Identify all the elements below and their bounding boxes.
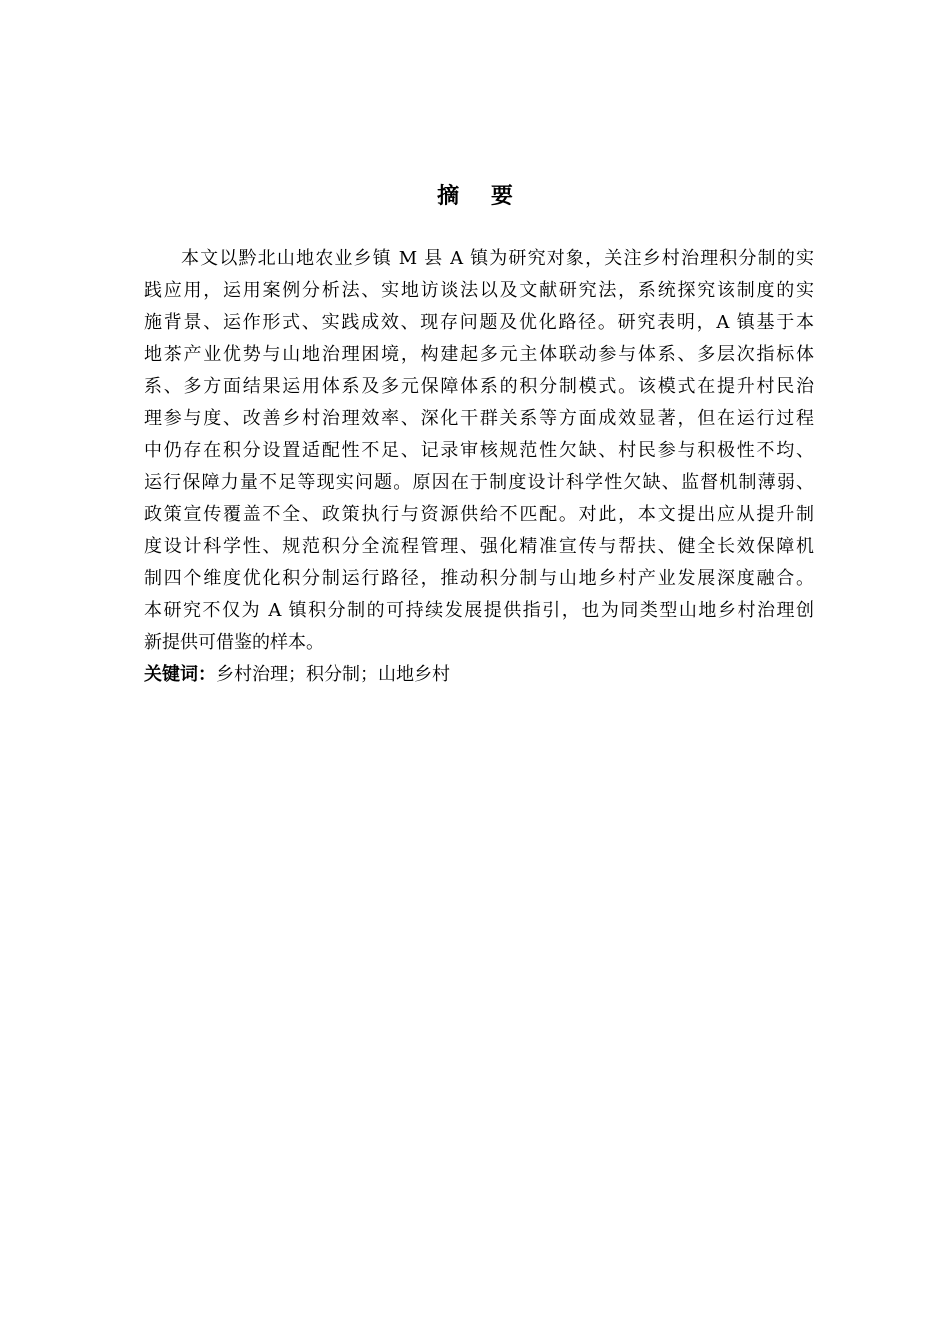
abstract-line: 本研究不仅为 A 镇积分制的可持续发展提供指引，也为同类型山地乡村治理创	[144, 600, 814, 621]
abstract-line: 新提供可借鉴的样本。	[144, 632, 324, 653]
abstract-line: 系、多方面结果运用体系及多元保障体系的积分制模式。该模式在提升村民治	[144, 376, 814, 397]
keywords-row	[144, 659, 450, 691]
abstract-line: 践应用，运用案例分析法、实地访谈法以及文献研究法，系统探究该制度的实	[144, 280, 814, 301]
abstract-line: 施背景、运作形式、实践成效、现存问题及优化路径。研究表明，A 镇基于本	[144, 312, 814, 333]
abstract-heading	[0, 182, 950, 212]
abstract-line: 理参与度、改善乡村治理效率、深化干群关系等方面成效显著，但在运行过程	[144, 408, 814, 429]
abstract-line: 政策宣传覆盖不全、政策执行与资源供给不匹配。对此，本文提出应从提升制	[144, 504, 814, 525]
abstract-line: 中仍存在积分设置适配性不足、记录审核规范性欠缺、村民参与积极性不均、	[144, 440, 814, 461]
abstract-body	[144, 243, 814, 659]
keywords-value: 乡村治理；积分制；山地乡村	[216, 664, 450, 685]
abstract-line: 制四个维度优化积分制运行路径，推动积分制与山地乡村产业发展深度融合。	[144, 568, 814, 589]
abstract-line: 运行保障力量不足等现实问题。原因在于制度设计科学性欠缺、监督机制薄弱、	[144, 472, 814, 493]
keywords-label: 关键词：	[144, 664, 216, 685]
abstract-line: 本文以黔北山地农业乡镇 M 县 A 镇为研究对象，关注乡村治理积分制的实	[181, 248, 814, 269]
abstract-line: 度设计科学性、规范积分全流程管理、强化精准宣传与帮扶、健全长效保障机	[144, 536, 814, 557]
abstract-heading-char-2: 要	[490, 184, 513, 209]
abstract-heading-char-1: 摘	[437, 184, 460, 209]
abstract-line: 地茶产业优势与山地治理困境，构建起多元主体联动参与体系、多层次指标体	[144, 344, 814, 365]
